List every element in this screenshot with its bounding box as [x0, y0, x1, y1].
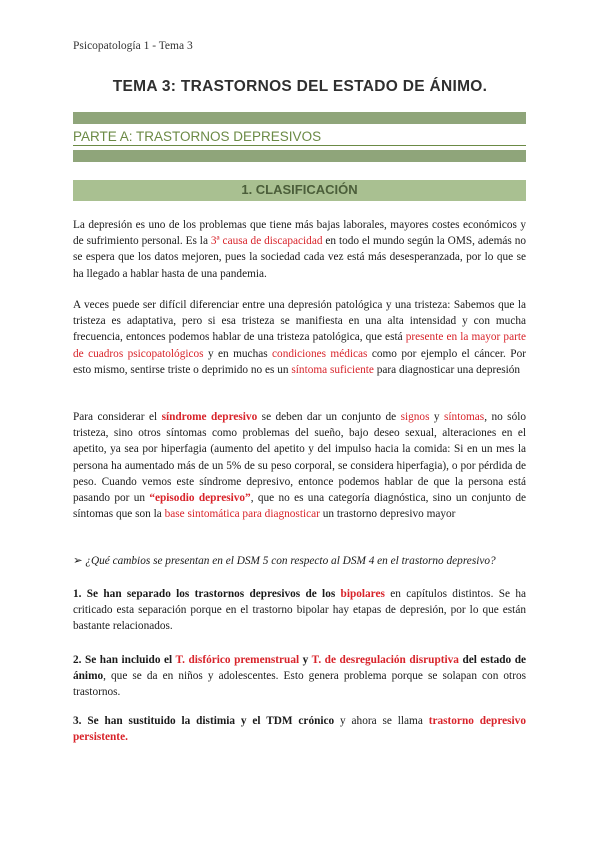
text-run: , que se da en niños y adolescentes. Esto genera problema porque se solapan con otros trastornos.: [73, 670, 526, 699]
green-rule-bottom: [73, 150, 526, 162]
bold-highlight-text: trastorno depresivo persistente.: [73, 715, 526, 744]
green-rule-top: [73, 112, 526, 124]
running-header: Psicopatología 1 - Tema 3: [73, 40, 193, 52]
bold-text: del estado de ánimo: [73, 654, 526, 683]
highlight-text: 3ª causa de discapacidad: [210, 235, 323, 248]
highlight-text: signos: [400, 411, 430, 423]
highlight-text: base sintomática para diagnosticar: [164, 508, 320, 521]
bold-highlight-text: bipolares: [340, 588, 385, 600]
document-title: TEMA 3: TRASTORNOS DEL ESTADO DE ÁNIMO.: [112, 78, 488, 95]
bold-highlight-text: “episodio depresivo”: [149, 492, 251, 505]
text-run: , no sólo tristeza, sino otros síntomas como problemas del sueño, bajo deseo sexual, alteraciones en el apetito, ya sea por hiperfagia (aumento del apetito y del impulso hacia la comida: Si en un mes la persona ha aumentado más de un 5% de su peso corporal, se considera hiperfagia), o por pérdida de peso. Cuando vemos este síndrome depresivo, entonce podemos hablar de que la persona está pasando por un: [73, 411, 527, 505]
text-run: se deben dar un conjunto de: [257, 411, 401, 423]
change-item-3: [73, 713, 526, 745]
highlight-text: condiciones médicas: [272, 347, 368, 360]
text-run: , que no es una categoría diagnóstica, sino un conjunto de síntomas que son la: [73, 492, 526, 521]
highlight-text: presente en la mayor parte de cuadros psicopatológicos: [73, 331, 526, 360]
bold-highlight-text: T. disfórico premenstrual: [175, 654, 300, 666]
text-run: y en muchas: [203, 347, 273, 360]
highlight-text: síntomas: [444, 411, 485, 423]
text-run: Para considerar el: [73, 411, 162, 423]
text-run: y ahora se llama: [334, 715, 429, 727]
text-run: un trastorno depresivo mayor: [319, 508, 456, 521]
paragraph-2: [73, 297, 526, 378]
question-text: ¿Qué cambios se presentan en el DSM 5 con respecto al DSM 4 en el trastorno depresivo?: [85, 555, 496, 567]
section-title: 1. CLASIFICACIÓN: [241, 182, 358, 197]
bold-highlight-text: síndrome depresivo: [161, 411, 258, 423]
paragraph-1: [73, 217, 526, 282]
paragraph-3: [73, 409, 526, 522]
change-item-2: [73, 652, 526, 701]
bold-text: 3. Se han sustituido la distimia y el TDM crónico: [73, 715, 335, 727]
text-run: como por ejemplo el cáncer. Por esto mismo, sentirse triste o deprimido no es un: [73, 347, 526, 376]
text-run: y: [429, 411, 445, 423]
bold-highlight-text: T. de desregulación disruptiva: [311, 654, 459, 666]
bold-text: y: [299, 654, 312, 666]
part-heading: PARTE A: TRASTORNOS DEPRESIVOS: [73, 129, 526, 146]
text-run: para diagnosticar una depresión: [373, 363, 521, 376]
arrow-bullet-icon: ➢: [73, 555, 83, 567]
highlight-text: síntoma suficiente: [291, 363, 374, 376]
text-run: A veces puede ser difícil diferenciar entre una depresión patológica y una tristeza: Sabemos que la tristeza es adaptativa, pero si esa tristeza se manifiesta en una alta intensidad y con mucha frecuencia, entonces podemos hablar de una tristeza patológica, que está: [73, 299, 526, 344]
question-line: [73, 553, 526, 569]
bold-text: 1. Se han separado los trastornos depresivos de los: [73, 588, 341, 600]
text-run: en todo el mundo según la OMS, además no se espera que los datos mejoren, pues la sociedad cada vez está más desesperanzada, por lo que se ha llegado a hablar hasta de una pandemia.: [73, 235, 526, 280]
text-run: La depresión es uno de los problemas que tiene más bajas laborales, mayores costes económicos y de sufrimiento personal. Es la: [73, 219, 526, 248]
text-run: en capítulos distintos. Se ha criticado esta separación porque en el trastorno bipolar hay etapas de depresión, por lo que están bastante relacionados.: [73, 588, 526, 633]
bold-text: 2. Se han incluido el: [73, 654, 176, 666]
change-item-1: [73, 586, 526, 635]
